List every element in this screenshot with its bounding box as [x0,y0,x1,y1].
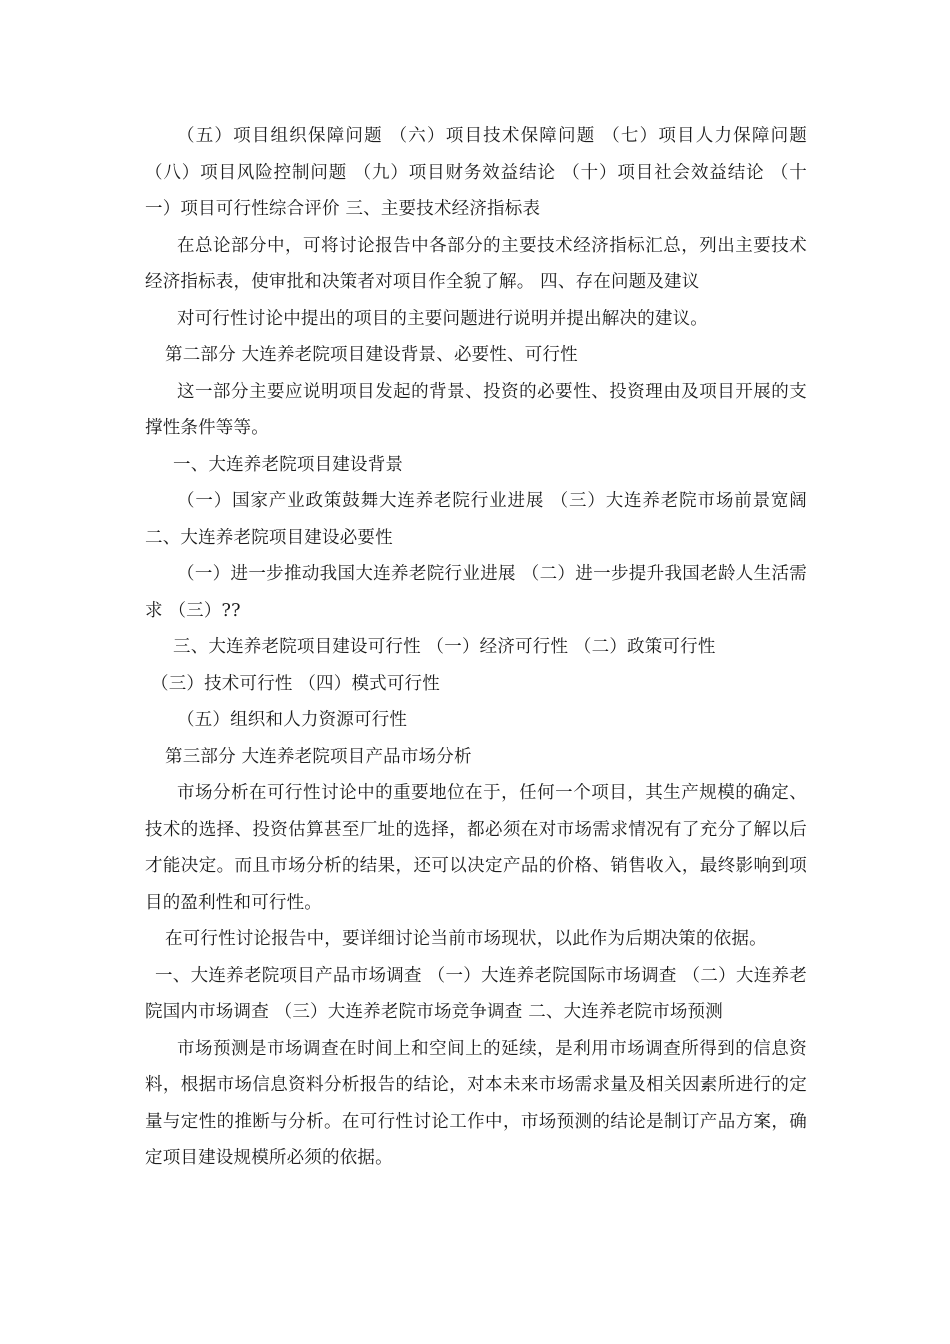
paragraph-indicator-summary: 在总论部分中，可将讨论报告中各部分的主要技术经济指标汇总，列出主要技术经济指标表，使审批和决策者对项目作全貌了解。 四、存在问题及建议 [145,235,807,292]
heading-construction-background: 一、大连养老院项目建设背景 [173,454,404,475]
paragraph-problems-suggestions: 对可行性讨论中提出的项目的主要问题进行说明并提出解决的建议。 [177,308,708,329]
paragraph-necessity-items: （一）进一步推动我国大连养老院行业进展 （二）进一步提升我国老龄人生活需求 （三）?? [145,564,807,621]
paragraph-market-survey: 一、大连养老院项目产品市场调查 （一）大连养老院国际市场调查 （二）大连养老院国内市场调查 （三）大连养老院市场竞争调查 二、大连养老院市场预测 [145,965,807,1022]
paragraph-market-status: 在可行性讨论报告中，要详细讨论当前市场现状，以此作为后期决策的依据。 [165,929,767,949]
section-heading-part-two: 第二部分 大连养老院项目建设背景、必要性、可行性 [165,345,578,365]
paragraph-feasibility-items: （三）技术可行性 （四）模式可行性 [151,673,440,694]
document-body [145,118,807,1177]
paragraph-guarantee-issues: （五）项目组织保障问题 （六）项目技术保障问题 （七）项目人力保障问题 （八）项目风险控制问题 （九）项目财务效益结论 （十）项目社会效益结论 （十一）项目可行性综合评价 三、主要技术经济指标表 [145,126,807,219]
section-heading-part-three: 第三部分 大连养老院项目产品市场分析 [165,746,472,767]
paragraph-part-two-intro: 这一部分主要应说明项目发起的背景、投资的必要性、投资理由及项目开展的支撑性条件等等。 [145,381,807,438]
paragraph-market-forecast: 市场预测是市场调查在时间上和空间上的延续，是利用市场调查所得到的信息资料，根据市场信息资料分析报告的结论，对本未来市场需求量及相关因素所进行的定量与定性的推断与分析。在可行性讨论工作中，市场预测的结论是制订产品方案，确定项目建设规模所必须的依据。 [145,1038,807,1168]
paragraph-background-items: （一）国家产业政策鼓舞大连养老院行业进展 （三）大连养老院市场前景宽阔 二、大连养老院项目建设必要性 [145,491,807,548]
heading-feasibility: 三、大连养老院项目建设可行性 （一）经济可行性 （二）政策可行性 [173,637,716,657]
paragraph-market-analysis: 市场分析在可行性讨论中的重要地位在于，任何一个项目，其生产规模的确定、技术的选择、投资估算甚至厂址的选择，都必须在对市场需求情况有了充分了解以后才能决定。而且市场分析的结果，还可以决定产品的价格、销售收入，最终影响到项目的盈利性和可行性。 [145,783,807,913]
paragraph-organization-feasibility: （五）组织和人力资源可行性 [177,710,408,730]
